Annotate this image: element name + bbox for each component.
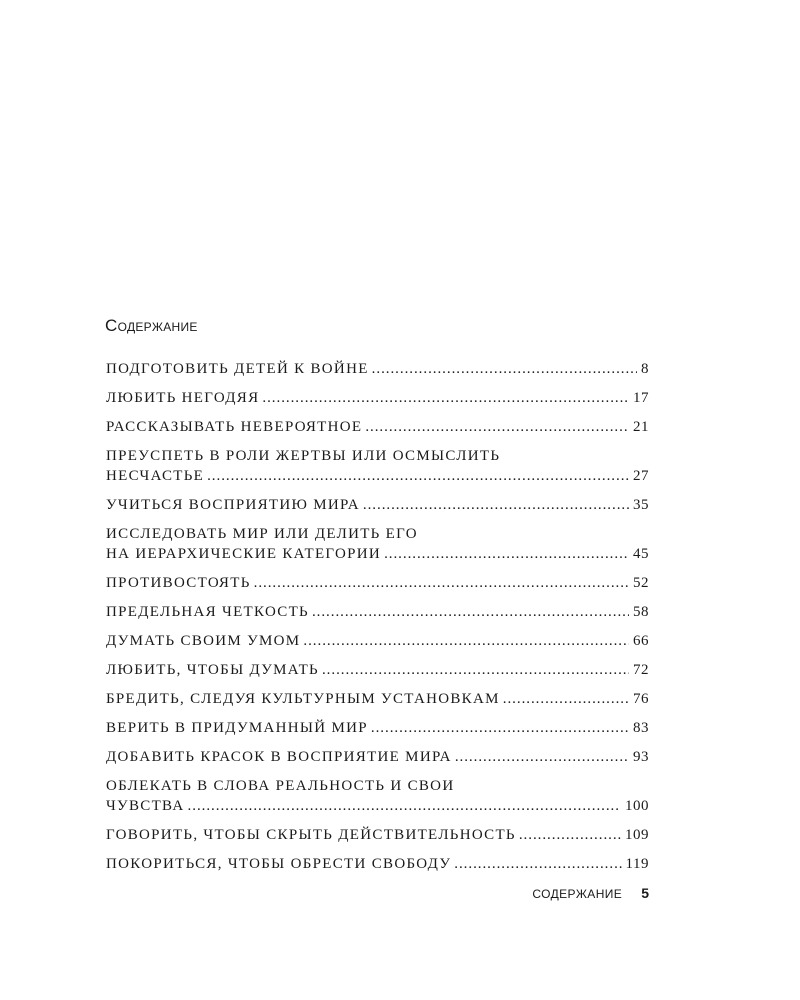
toc-entry[interactable] <box>106 718 649 738</box>
toc-entry[interactable] <box>106 359 649 379</box>
page-number: 5 <box>641 885 649 901</box>
toc-entry-title: ПОКОРИТЬСЯ, ЧТОБЫ ОБРЕСТИ СВОБОДУ <box>106 856 452 872</box>
toc-entry-row <box>106 631 649 651</box>
toc-dot-leader <box>207 466 629 486</box>
toc-entry-page: 45 <box>633 546 649 562</box>
toc-entry-title: ЛЮБИТЬ НЕГОДЯЯ <box>106 390 260 406</box>
toc-heading: Содержание <box>105 316 198 335</box>
toc-dot-leader <box>322 660 629 680</box>
toc-dot-leader <box>188 796 621 816</box>
toc-entry-row <box>106 747 649 767</box>
toc-entry-title: УЧИТЬСЯ ВОСПРИЯТИЮ МИРА <box>106 497 360 513</box>
toc-entry[interactable] <box>106 417 649 437</box>
toc-entry[interactable] <box>106 747 649 767</box>
toc-dot-leader <box>371 718 629 738</box>
toc-dot-leader <box>365 417 629 437</box>
toc-entry-title: ПРЕДЕЛЬНАЯ ЧЕТКОСТЬ <box>106 604 309 620</box>
toc-entry[interactable] <box>106 825 649 845</box>
toc-entry-title-line1: ПРЕУСПЕТЬ В РОЛИ ЖЕРТВЫ ИЛИ ОСМЫСЛИТЬ <box>106 448 501 464</box>
toc-entry-row <box>106 388 649 408</box>
toc-entry[interactable] <box>106 524 649 564</box>
toc-entry-row <box>106 359 649 379</box>
toc-dot-leader <box>455 747 629 767</box>
toc-entry-row <box>106 796 649 816</box>
toc-entry-row <box>106 417 649 437</box>
toc-entry-page: 58 <box>633 604 649 620</box>
toc-entry-title: ДУМАТЬ СВОИМ УМОМ <box>106 633 301 649</box>
toc-dot-leader <box>262 388 629 408</box>
page-footer <box>532 885 649 901</box>
toc-entry-row <box>106 544 649 564</box>
toc-entry[interactable] <box>106 602 649 622</box>
toc-entry-title: НА ИЕРАРХИЧЕСКИЕ КАТЕГОРИИ <box>106 546 382 562</box>
toc-entry[interactable] <box>106 660 649 680</box>
toc-entry-title: ВЕРИТЬ В ПРИДУМАННЫЙ МИР <box>106 720 368 736</box>
toc-entry-title: ПОДГОТОВИТЬ ДЕТЕЙ К ВОЙНЕ <box>106 361 369 377</box>
toc-entry-row <box>106 466 649 486</box>
toc-entry-row <box>106 495 649 515</box>
toc-entry-title: ГОВОРИТЬ, ЧТОБЫ СКРЫТЬ ДЕЙСТВИТЕЛЬНОСТЬ <box>106 827 516 843</box>
toc-entry-title: БРЕДИТЬ, СЛЕДУЯ КУЛЬТУРНЫМ УСТАНОВКАМ <box>106 691 500 707</box>
toc-dot-leader <box>363 495 629 515</box>
toc-list <box>106 359 649 883</box>
toc-entry-row <box>106 660 649 680</box>
toc-dot-leader <box>454 854 621 874</box>
toc-entry-page: 83 <box>633 720 649 736</box>
toc-entry[interactable] <box>106 776 649 816</box>
toc-entry-row <box>106 825 649 845</box>
toc-dot-leader <box>372 359 637 379</box>
toc-entry-page: 119 <box>625 856 649 872</box>
toc-entry-row <box>106 689 649 709</box>
toc-entry-row <box>106 602 649 622</box>
toc-entry-row <box>106 573 649 593</box>
toc-entry-title: РАССКАЗЫВАТЬ НЕВЕРОЯТНОЕ <box>106 419 363 435</box>
toc-entry-page: 93 <box>633 749 649 765</box>
toc-entry-title: ЛЮБИТЬ, ЧТОБЫ ДУМАТЬ <box>106 662 319 678</box>
toc-entry-page: 109 <box>625 827 649 843</box>
toc-entry-page: 35 <box>633 497 649 513</box>
toc-entry-page: 17 <box>633 390 649 406</box>
toc-entry-title: ЧУВСТВА <box>106 798 185 814</box>
toc-entry-page: 21 <box>633 419 649 435</box>
toc-dot-leader <box>503 689 629 709</box>
toc-entry-title: НЕСЧАСТЬЕ <box>106 468 205 484</box>
toc-entry[interactable] <box>106 495 649 515</box>
toc-dot-leader <box>384 544 629 564</box>
toc-entry-title: ДОБАВИТЬ КРАСОК В ВОСПРИЯТИЕ МИРА <box>106 749 452 765</box>
toc-entry[interactable] <box>106 388 649 408</box>
toc-entry-row <box>106 718 649 738</box>
toc-entry-page: 100 <box>625 798 649 814</box>
toc-entry-row <box>106 854 649 874</box>
toc-dot-leader <box>519 825 621 845</box>
toc-dot-leader <box>303 631 629 651</box>
toc-dot-leader <box>312 602 629 622</box>
toc-entry[interactable] <box>106 446 649 486</box>
toc-dot-leader <box>254 573 629 593</box>
toc-entry[interactable] <box>106 854 649 874</box>
toc-entry-title-line1: ОБЛЕКАТЬ В СЛОВА РЕАЛЬНОСТЬ И СВОИ <box>106 778 455 794</box>
toc-entry[interactable] <box>106 689 649 709</box>
toc-entry-page: 27 <box>633 468 649 484</box>
running-head: СОДЕРЖАНИЕ <box>532 887 623 901</box>
toc-entry-page: 72 <box>633 662 649 678</box>
toc-entry-page: 66 <box>633 633 649 649</box>
toc-entry-page: 52 <box>633 575 649 591</box>
toc-entry-page: 76 <box>633 691 649 707</box>
toc-entry[interactable] <box>106 631 649 651</box>
toc-entry[interactable] <box>106 573 649 593</box>
toc-entry-title-line1: ИССЛЕДОВАТЬ МИР ИЛИ ДЕЛИТЬ ЕГО <box>106 526 418 542</box>
toc-entry-page: 8 <box>641 361 649 377</box>
toc-entry-title: ПРОТИВОСТОЯТЬ <box>106 575 251 591</box>
